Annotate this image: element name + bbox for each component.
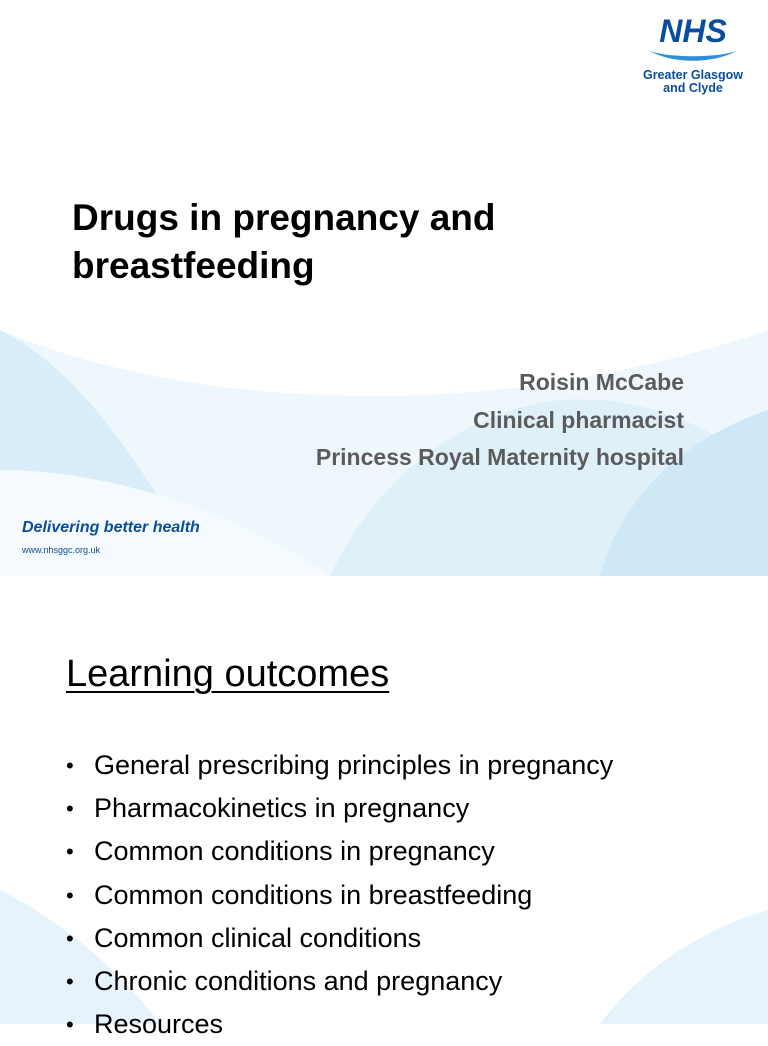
list-item <box>66 787 613 830</box>
list-item <box>66 960 613 1003</box>
presenter-name: Roisin McCabe <box>519 369 684 395</box>
bullet-icon: • <box>66 796 74 822</box>
nhs-region-line1: Greater Glasgow <box>642 68 744 82</box>
learning-outcomes-slide <box>0 590 768 1040</box>
bullet-text: General prescribing principles in pregnancy <box>94 750 614 780</box>
presenter-role: Clinical pharmacist <box>473 406 684 433</box>
bullet-icon: • <box>66 753 74 778</box>
bullet-list <box>66 744 613 1046</box>
list-item <box>66 874 613 917</box>
slide-title: Drugs in pregnancy and breastfeeding <box>72 197 496 286</box>
nhs-region-line2: and Clyde <box>663 81 723 95</box>
nhs-logo <box>638 14 748 95</box>
bullet-icon: • <box>66 882 74 908</box>
bullet-text: Resources <box>94 1009 224 1040</box>
list-item <box>66 830 613 873</box>
presenter-block <box>316 364 684 477</box>
bullet-text: Common clinical conditions <box>94 922 422 953</box>
bullet-icon: • <box>66 1012 74 1038</box>
list-item <box>66 1003 613 1046</box>
bullet-text: Chronic conditions and pregnancy <box>94 966 503 997</box>
nhs-logo-swoosh-icon <box>645 48 741 64</box>
bullet-icon: • <box>66 925 74 951</box>
tagline: Delivering better health <box>22 519 200 536</box>
website-url: www.nhsggc.org.uk <box>22 545 101 555</box>
presenter-organisation: Princess Royal Maternity hospital <box>315 444 684 470</box>
list-item <box>66 917 613 960</box>
bullet-icon: • <box>66 969 74 995</box>
bullet-icon: • <box>66 839 74 865</box>
list-item <box>66 744 613 787</box>
nhs-wordmark: NHS <box>659 13 727 49</box>
bullet-text: Pharmacokinetics in pregnancy <box>94 793 470 824</box>
bullet-text: Common conditions in pregnancy <box>94 836 495 867</box>
section-heading: Learning outcomes <box>66 653 390 695</box>
bullet-text: Common conditions in breastfeeding <box>94 879 533 910</box>
